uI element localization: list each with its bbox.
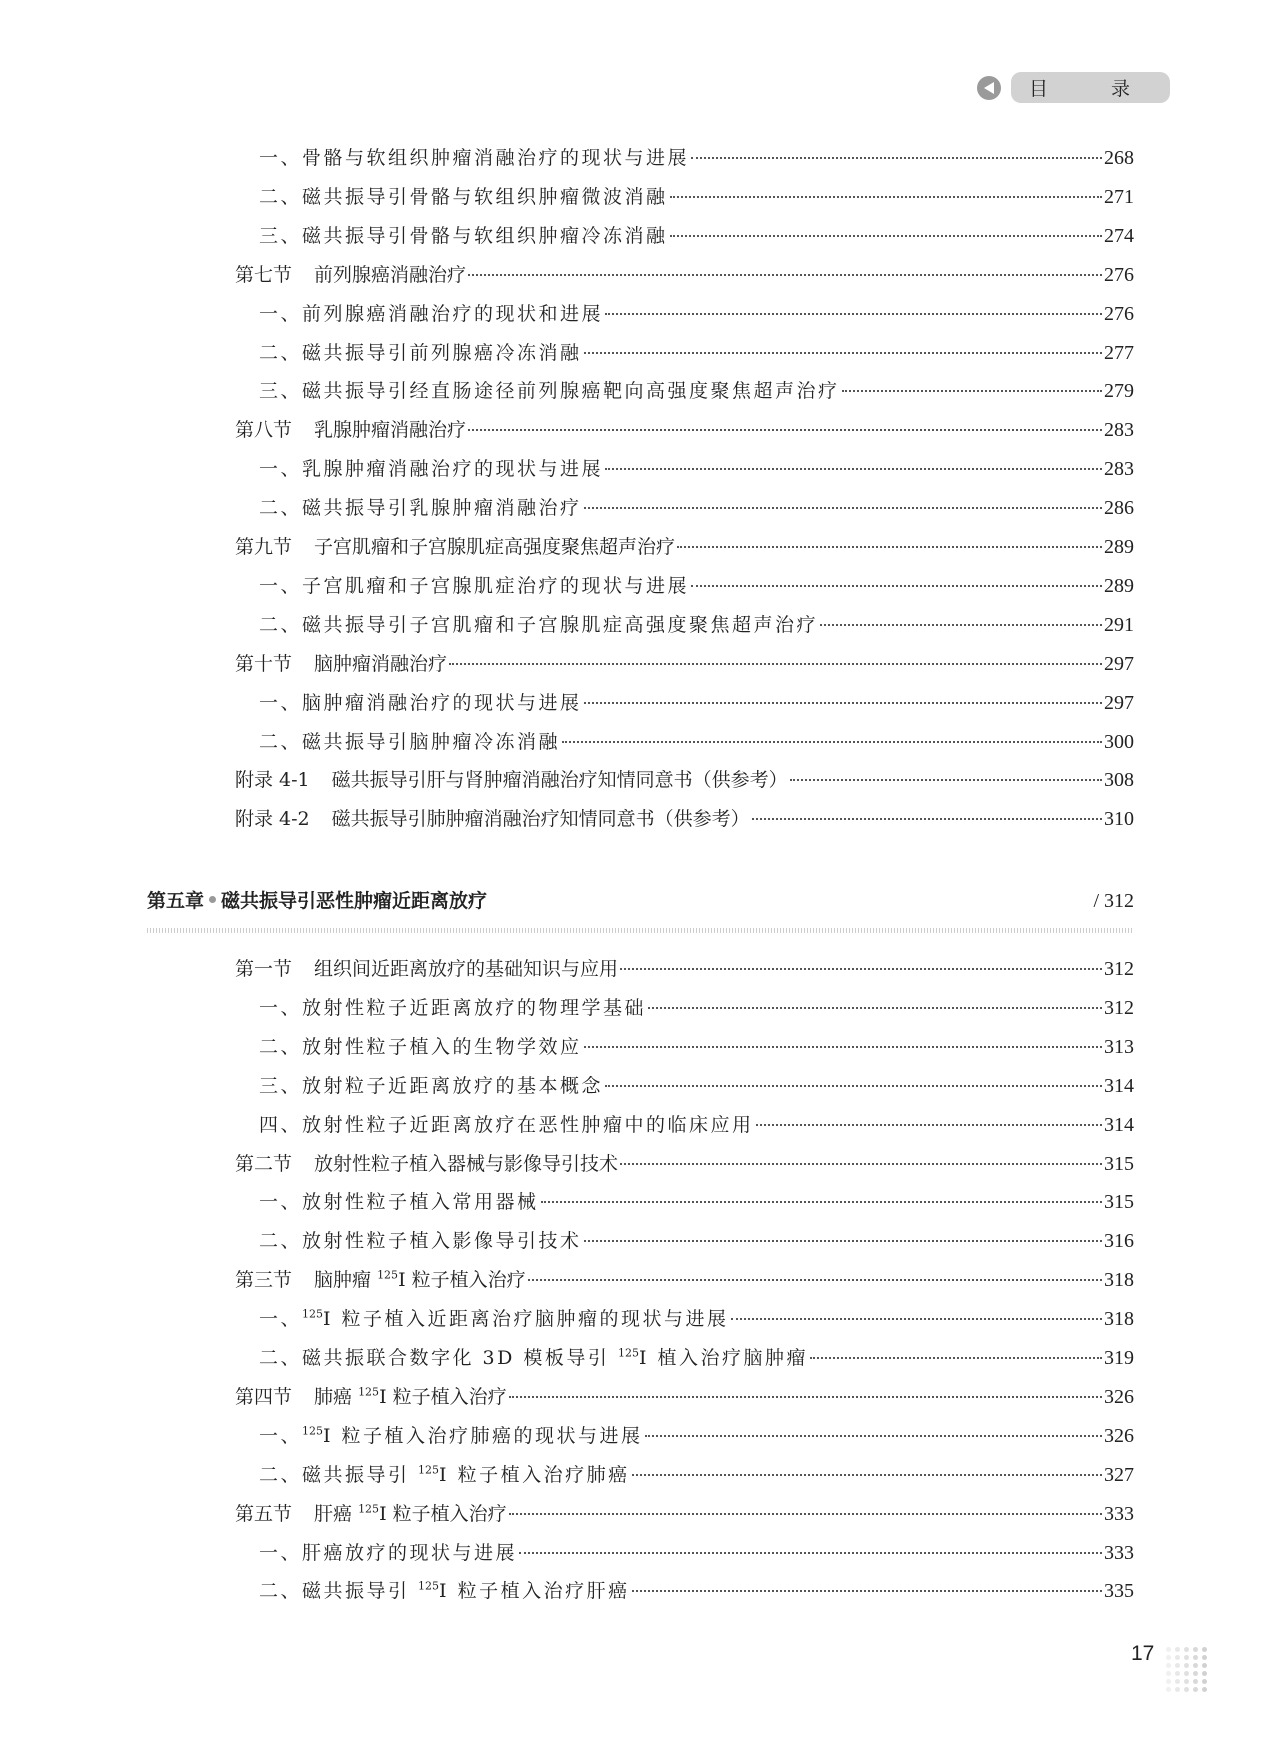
entry-superscript: 125 <box>418 1463 440 1477</box>
entry-title-text: 一、前列腺癌消融治疗的现状和进展 <box>259 302 604 325</box>
entry-title-rest: I 粒子植入治疗肺癌 <box>439 1463 630 1486</box>
dot-leader <box>584 352 1102 354</box>
dot-leader <box>605 313 1102 315</box>
entry-title <box>259 299 603 326</box>
entry-label: 第五节 <box>235 1502 293 1525</box>
entry-title <box>259 571 689 598</box>
dot-leader <box>562 741 1102 743</box>
toc-entry[interactable] <box>259 143 1134 173</box>
entry-title-text: 一、 <box>259 1308 303 1331</box>
entry-title-text: 磁共振导引肝与肾肿瘤消融治疗知情同意书（供参考） <box>331 769 788 792</box>
dot-leader <box>691 157 1102 159</box>
dot-grid-decoration <box>1166 1647 1208 1692</box>
entry-superscript: 125 <box>418 1580 440 1594</box>
entry-title-text: 二、磁共振导引 <box>259 1580 419 1603</box>
entry-title-text: 三、磁共振导引骨骼与软组织肿瘤冷冻消融 <box>259 224 668 247</box>
entry-page: 314 <box>1104 1113 1134 1136</box>
entry-page: 315 <box>1104 1191 1134 1214</box>
entry-title-text: 一、脑肿瘤消融治疗的现状与进展 <box>259 691 582 714</box>
entry-title <box>259 182 668 209</box>
dot-icon <box>1184 1679 1189 1684</box>
entry-superscript: 125 <box>302 1307 324 1321</box>
entry-label: 附录 4-1 <box>235 769 310 792</box>
entry-title <box>332 804 750 831</box>
entry-label: 第十节 <box>235 652 293 675</box>
dot-icon <box>1166 1671 1171 1676</box>
entry-title <box>259 1460 630 1487</box>
toc-entry[interactable] <box>259 571 1134 601</box>
toc-entry[interactable] <box>259 1538 1134 1568</box>
entry-page: 283 <box>1104 419 1134 442</box>
entry-superscript: 125 <box>617 1346 639 1360</box>
entry-title <box>259 1032 582 1059</box>
chapter-divider <box>147 928 1134 933</box>
entry-title <box>314 532 675 559</box>
toc-entry[interactable] <box>259 338 1134 368</box>
dot-leader <box>632 1474 1102 1476</box>
entry-page: 316 <box>1104 1230 1134 1253</box>
entry-page: 326 <box>1104 1385 1134 1408</box>
entry-title-rest: I 粒子植入治疗 <box>379 1502 507 1525</box>
entry-title-text: 二、放射性粒子植入影像导引技术 <box>259 1230 582 1253</box>
toc-label[interactable]: 目 录 <box>1011 72 1170 103</box>
toc-entry[interactable] <box>259 376 1134 406</box>
entry-superscript: 125 <box>358 1502 380 1516</box>
dot-leader <box>468 274 1102 276</box>
entry-title-text: 二、磁共振导引子宫肌瘤和子宫腺肌症高强度聚焦超声治疗 <box>259 613 819 636</box>
dot-icon <box>1184 1655 1189 1660</box>
dot-leader <box>449 663 1102 665</box>
dot-leader <box>541 1201 1102 1203</box>
entry-page: 333 <box>1104 1541 1134 1564</box>
entry-page: 310 <box>1104 808 1134 831</box>
chapter-heading[interactable] <box>147 886 1134 913</box>
toc-entry[interactable] <box>235 649 1134 679</box>
toc-entry[interactable] <box>259 221 1134 251</box>
dot-icon <box>1202 1663 1207 1668</box>
entry-title-rest: I 植入治疗脑肿瘤 <box>638 1347 808 1369</box>
entry-page: 313 <box>1104 1035 1134 1058</box>
entry-title <box>332 765 788 792</box>
entry-title-rest: I 粒子植入治疗肝癌 <box>439 1580 630 1603</box>
entry-title-rest: I 粒子植入治疗 <box>398 1269 526 1292</box>
dot-icon <box>1193 1655 1198 1660</box>
dot-leader <box>605 1085 1102 1087</box>
toc-entry[interactable] <box>235 1149 1134 1179</box>
entry-title-text: 四、放射性粒子近距离放疗在恶性肿瘤中的临床应用 <box>259 1113 754 1136</box>
entry-title <box>314 649 447 676</box>
toc-entry[interactable] <box>235 765 1134 795</box>
dot-leader <box>528 1279 1102 1281</box>
entry-label: 第一节 <box>235 958 293 980</box>
toc-header <box>977 72 1170 103</box>
entry-title-text: 一、放射性粒子近距离放疗的物理学基础 <box>259 996 647 1019</box>
entry-page: 326 <box>1104 1424 1134 1447</box>
toc-entry[interactable] <box>259 1421 1134 1451</box>
toc-entry[interactable] <box>259 1032 1134 1062</box>
entry-title <box>314 1382 507 1409</box>
dot-leader <box>645 1435 1102 1437</box>
entry-title <box>314 260 466 287</box>
entry-title <box>259 338 582 365</box>
entry-title <box>314 1265 526 1292</box>
dot-leader <box>584 702 1102 704</box>
entry-title-rest: I 粒子植入治疗肺癌的现状与进展 <box>323 1424 643 1447</box>
entry-title <box>314 1149 618 1176</box>
dot-leader <box>820 624 1102 626</box>
entry-page: 297 <box>1104 691 1134 714</box>
entry-page: 308 <box>1104 769 1134 792</box>
toc-entry[interactable] <box>235 1265 1134 1295</box>
entry-title-text: 前列腺癌消融治疗 <box>314 263 467 286</box>
entry-title-text: 肝癌 <box>314 1502 359 1525</box>
toc-entry[interactable] <box>259 1304 1134 1334</box>
entry-title-text: 一、乳腺肿瘤消融治疗的现状与进展 <box>259 458 604 481</box>
entry-title-text: 三、磁共振导引经直肠途径前列腺癌靶向高强度聚焦超声治疗 <box>259 380 840 403</box>
dot-icon <box>1175 1671 1180 1676</box>
entry-title-text: 二、磁共振导引脑肿瘤冷冻消融 <box>259 730 561 753</box>
toc-entry[interactable] <box>259 1071 1134 1101</box>
dot-icon <box>1202 1655 1207 1660</box>
chapter-title: 磁共振导引恶性肿瘤近距离放疗 <box>221 890 488 912</box>
dot-leader <box>509 1396 1102 1398</box>
entry-title-text: 子宫肌瘤和子宫腺肌症高强度聚焦超声治疗 <box>314 536 676 558</box>
dot-leader <box>691 585 1102 587</box>
dot-icon <box>1202 1671 1207 1676</box>
entry-title-text: 二、磁共振导引骨骼与软组织肿瘤微波消融 <box>259 185 668 208</box>
entry-page: 327 <box>1104 1463 1134 1486</box>
toc-entry[interactable] <box>259 610 1134 640</box>
dot-leader <box>756 1124 1102 1126</box>
toc-entry[interactable] <box>235 804 1134 834</box>
entry-title <box>259 1304 729 1331</box>
dot-icon <box>1193 1679 1198 1684</box>
entry-title-rest: I 粒子植入治疗 <box>379 1385 507 1408</box>
dot-icon <box>1184 1663 1189 1668</box>
dot-leader <box>752 818 1102 820</box>
dot-leader <box>670 196 1102 198</box>
entry-title <box>314 1499 507 1526</box>
entry-title-text: 一、放射性粒子植入常用器械 <box>259 1191 539 1214</box>
entry-page: 276 <box>1104 263 1134 286</box>
entry-page: 319 <box>1104 1347 1134 1369</box>
toc-entry[interactable] <box>259 727 1134 757</box>
dot-leader <box>648 1007 1102 1009</box>
entry-title-text: 乳腺肿瘤消融治疗 <box>314 419 467 442</box>
entry-page: 283 <box>1104 458 1134 481</box>
dot-icon <box>1184 1687 1189 1692</box>
entry-title <box>259 1538 517 1565</box>
dot-leader <box>584 507 1102 509</box>
toc-entry[interactable] <box>259 993 1134 1023</box>
dot-leader <box>605 468 1102 470</box>
toc-entry[interactable] <box>259 688 1134 718</box>
entry-title-text: 二、磁共振导引前列腺癌冷冻消融 <box>259 341 582 364</box>
dot-icon <box>1175 1663 1180 1668</box>
entry-title-text: 一、 <box>259 1424 303 1447</box>
toc-entry[interactable] <box>259 1226 1134 1256</box>
entry-page: 289 <box>1104 536 1134 558</box>
entry-title <box>259 1226 582 1253</box>
entry-title <box>259 688 582 715</box>
dot-icon <box>1166 1663 1171 1668</box>
dot-leader <box>670 235 1102 237</box>
dot-icon <box>1175 1687 1180 1692</box>
entry-title <box>259 993 646 1020</box>
entry-title-text: 二、放射性粒子植入的生物学效应 <box>259 1035 582 1058</box>
entry-title-text: 一、子宫肌瘤和子宫腺肌症治疗的现状与进展 <box>259 574 690 597</box>
entry-title <box>259 454 603 481</box>
entry-superscript: 125 <box>377 1268 399 1282</box>
dot-icon <box>1193 1671 1198 1676</box>
entry-title-text: 脑肿瘤 <box>314 1269 378 1292</box>
toc-entry[interactable] <box>259 1110 1134 1140</box>
entry-title <box>259 221 668 248</box>
toc-entry[interactable] <box>235 260 1134 290</box>
entry-page: 318 <box>1104 1269 1134 1292</box>
entry-page: 277 <box>1104 341 1134 364</box>
dot-icon <box>1175 1655 1180 1660</box>
entry-title-text: 一、骨骼与软组织肿瘤消融治疗的现状与进展 <box>259 147 690 169</box>
toc-entry[interactable] <box>235 415 1134 445</box>
bullet-icon <box>209 896 216 903</box>
entry-title-text: 磁共振导引肺肿瘤消融治疗知情同意书（供参考） <box>331 808 750 831</box>
entry-title <box>259 1187 539 1214</box>
dot-leader <box>584 1240 1102 1242</box>
entry-label: 第九节 <box>235 536 293 558</box>
dot-leader <box>731 1318 1102 1320</box>
toc-entry[interactable] <box>259 454 1134 484</box>
entry-page: 289 <box>1104 574 1134 597</box>
entry-superscript: 125 <box>302 1424 324 1438</box>
toc-entry[interactable] <box>235 532 1134 562</box>
entry-title <box>314 415 466 442</box>
back-arrow-icon[interactable] <box>977 76 1001 100</box>
dot-icon <box>1193 1687 1198 1692</box>
entry-title <box>259 1576 630 1603</box>
dot-leader <box>584 1046 1102 1048</box>
entry-title <box>259 1343 808 1370</box>
dot-leader <box>632 1590 1102 1592</box>
dot-leader <box>620 1163 1102 1165</box>
dot-icon <box>1166 1687 1171 1692</box>
entry-label: 第八节 <box>235 419 293 442</box>
dot-icon <box>1166 1679 1171 1684</box>
toc-entry[interactable] <box>259 1460 1134 1490</box>
entry-title <box>259 610 818 637</box>
entry-page: 279 <box>1104 380 1134 403</box>
entry-page: 268 <box>1104 147 1134 169</box>
entry-page: 333 <box>1104 1502 1134 1525</box>
entry-label: 第四节 <box>235 1385 293 1408</box>
page-number: 17 <box>1131 1642 1155 1665</box>
entry-title-text: 肺癌 <box>314 1385 359 1408</box>
entry-title-text: 三、放射粒子近距离放疗的基本概念 <box>259 1074 604 1097</box>
chapter-number: 第五章 <box>147 890 205 912</box>
dot-leader <box>509 1513 1102 1515</box>
dot-leader <box>519 1552 1102 1554</box>
dot-leader <box>620 968 1102 970</box>
entry-title-text: 二、磁共振导引 <box>259 1463 419 1486</box>
entry-page: 276 <box>1104 302 1134 325</box>
entry-title-text: 放射性粒子植入器械与影像导引技术 <box>314 1152 619 1175</box>
entry-page: 274 <box>1104 224 1134 247</box>
entry-label: 附录 4-2 <box>235 808 310 831</box>
entry-title <box>259 1071 603 1098</box>
dot-leader <box>677 546 1102 548</box>
toc-entry[interactable] <box>235 1382 1134 1412</box>
toc-entry[interactable] <box>259 182 1134 212</box>
entry-label: 第二节 <box>235 1152 293 1175</box>
entry-title <box>259 1110 754 1137</box>
dot-leader <box>842 390 1102 392</box>
entry-page: 271 <box>1104 185 1134 208</box>
dot-icon <box>1175 1647 1180 1652</box>
entry-title <box>314 954 618 981</box>
dot-icon <box>1193 1663 1198 1668</box>
entry-title <box>259 1421 643 1448</box>
dot-leader <box>810 1357 1102 1359</box>
toc-entry[interactable] <box>259 1343 1134 1373</box>
toc-entry[interactable] <box>259 1187 1134 1217</box>
entry-title-text: 二、磁共振导引乳腺肿瘤消融治疗 <box>259 497 582 520</box>
dot-icon <box>1166 1655 1171 1660</box>
dot-icon <box>1175 1679 1180 1684</box>
dot-icon <box>1184 1647 1189 1652</box>
entry-page: 297 <box>1104 652 1134 675</box>
entry-page: 335 <box>1104 1580 1134 1603</box>
entry-title-text: 一、肝癌放疗的现状与进展 <box>259 1541 518 1564</box>
toc-entry[interactable] <box>259 1576 1134 1606</box>
entry-page: 312 <box>1104 996 1134 1019</box>
entry-title <box>259 143 689 170</box>
dot-icon <box>1202 1679 1207 1684</box>
chapter-page: / 312 <box>1093 890 1134 912</box>
toc-entry[interactable] <box>235 954 1134 984</box>
toc-entry[interactable] <box>259 493 1134 523</box>
dot-icon <box>1166 1647 1171 1652</box>
entry-title-text: 脑肿瘤消融治疗 <box>314 652 448 675</box>
dot-leader <box>790 779 1102 781</box>
entry-title <box>259 376 840 403</box>
entry-title-text: 二、磁共振联合数字化 3D 模板导引 <box>259 1347 618 1369</box>
entry-page: 314 <box>1104 1074 1134 1097</box>
toc-entry[interactable] <box>259 299 1134 329</box>
entry-page: 315 <box>1104 1152 1134 1175</box>
entry-title <box>259 493 582 520</box>
entry-page: 318 <box>1104 1308 1134 1331</box>
entry-page: 286 <box>1104 497 1134 520</box>
entry-label: 第七节 <box>235 263 293 286</box>
entry-title-text: 组织间近距离放疗的基础知识与应用 <box>314 958 619 980</box>
entry-label: 第三节 <box>235 1269 293 1292</box>
entry-title-rest: I 粒子植入近距离治疗脑肿瘤的现状与进展 <box>323 1308 729 1331</box>
dot-icon <box>1193 1647 1198 1652</box>
dot-icon <box>1202 1687 1207 1692</box>
entry-page: 300 <box>1104 730 1134 753</box>
dot-leader <box>468 429 1102 431</box>
toc-entry[interactable] <box>235 1499 1134 1529</box>
entry-page: 291 <box>1104 613 1134 636</box>
entry-superscript: 125 <box>358 1385 380 1399</box>
entry-title <box>259 727 560 754</box>
dot-icon <box>1202 1647 1207 1652</box>
dot-icon <box>1184 1671 1189 1676</box>
entry-page: 312 <box>1104 958 1134 980</box>
